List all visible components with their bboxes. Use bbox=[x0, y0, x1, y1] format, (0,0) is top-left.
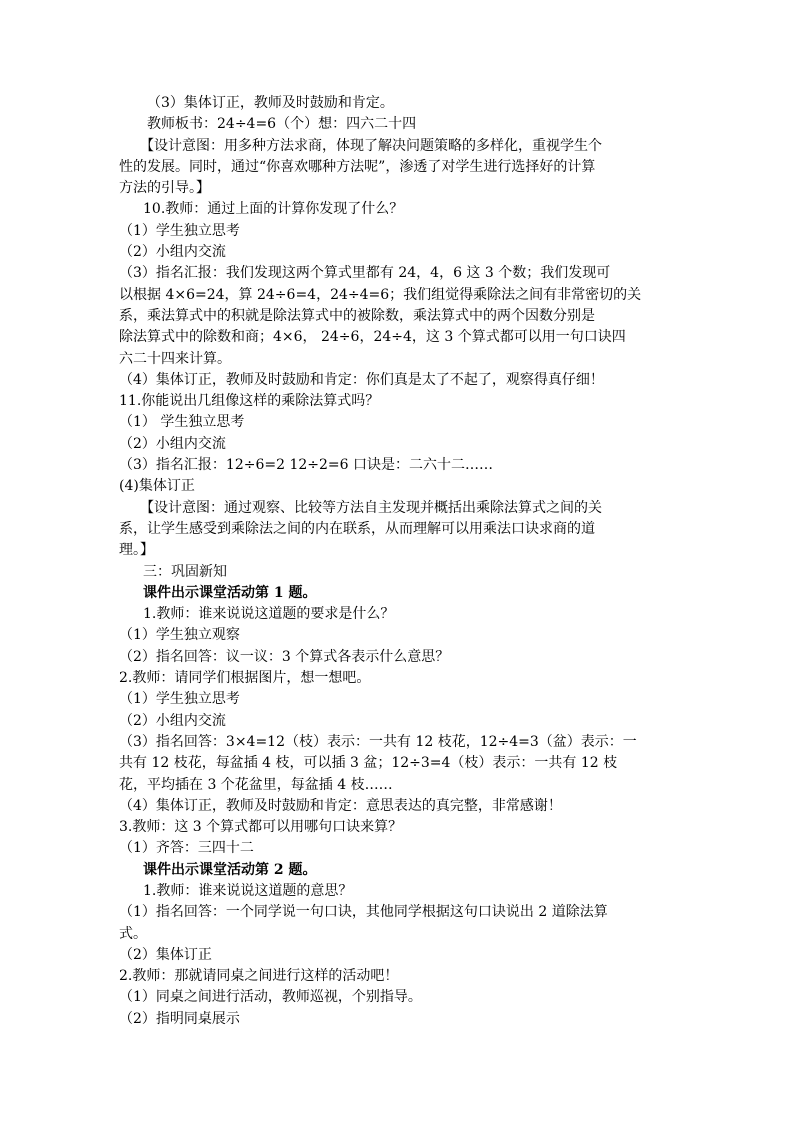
text-line: 10.教师：通过上面的计算你发现了什么？ bbox=[143, 201, 404, 218]
text-line: （1）学生独立观察 bbox=[119, 627, 240, 644]
text-line: 1.教师：谁来说说这道题的要求是什么？ bbox=[143, 606, 395, 623]
text-line: 11.你能说出几组像这样的乘除法算式吗？ bbox=[119, 393, 380, 410]
text-line: 式。 bbox=[119, 925, 147, 942]
text-line: （3）指名汇报：12÷6=2 12÷2=6 口诀是：二六十二…… bbox=[119, 457, 493, 474]
text-line: （1） 学生独立思考 bbox=[119, 414, 245, 431]
text-line: 六二十四来计算。 bbox=[119, 350, 231, 367]
text-line: （1）学生独立思考 bbox=[119, 691, 240, 708]
text-line: 三：巩固新知 bbox=[143, 563, 227, 580]
document-body bbox=[119, 93, 675, 1030]
text-line: （3）指名汇报：我们发现这两个算式里都有 24，4，6 这 3 个数；我们发现可 bbox=[119, 265, 611, 282]
text-line: 1.教师：谁来说说这道题的意思？ bbox=[143, 882, 353, 899]
text-line: 系，乘法算式中的积就是除法算式中的被除数，乘法算式中的两个因数分别是 bbox=[119, 307, 595, 324]
text-line: 花，平均插在 3 个花盆里，每盆插 4 枝…… bbox=[119, 776, 393, 793]
text-line: 方法的引导。】 bbox=[119, 180, 210, 197]
text-line: （2）指名回答：议一议：3 个算式各表示什么意思？ bbox=[119, 648, 450, 665]
text-line: （3）集体订正，教师及时鼓励和肯定。 bbox=[147, 95, 394, 111]
text-line: （4）集体订正，教师及时鼓励和肯定：意思表达的真完整，非常感谢！ bbox=[119, 797, 562, 814]
text-line: 教师板书：24÷4=6（个）想：四六二十四 bbox=[147, 116, 417, 133]
text-line: 性的发展。同时，通过“你喜欢哪种方法呢”，渗透了对学生进行选择好的计算 bbox=[119, 158, 596, 175]
text-line: 3.教师：这 3 个算式都可以用哪句口诀来算？ bbox=[119, 819, 403, 836]
text-line: （4）集体订正，教师及时鼓励和肯定：你们真是太了不起了，观察得真仔细！ bbox=[119, 371, 604, 388]
text-line: 【设计意图：通过观察、比较等方法自主发现并概括出乘除法算式之间的关 bbox=[140, 499, 602, 516]
text-line: 理。】 bbox=[119, 542, 154, 559]
text-line: （3）指名回答：3×4=12（枝）表示：一共有 12 枝花，12÷4=3（盆）表示：一 bbox=[119, 733, 637, 750]
text-line: 以根据 4×6=24，算 24÷6=4，24÷4=6；我们组觉得乘除法之间有非常密切的关 bbox=[119, 286, 642, 303]
text-line: 除法算式中的除数和商；4×6， 24÷6，24÷4，这 3 个算式都可以用一句口诀四 bbox=[119, 329, 626, 346]
text-line: 系，让学生感受到乘除法之间的内在联系，从而理解可以用乘法口诀求商的道 bbox=[119, 520, 595, 537]
section-heading: 课件出示课堂活动第 1 题。 bbox=[143, 584, 317, 601]
text-line: 2.教师：那就请同桌之间进行这样的活动吧！ bbox=[119, 968, 399, 985]
text-line: （2）指明同桌展示 bbox=[119, 1010, 240, 1027]
text-line: （1）同桌之间进行活动，教师巡视，个别指导。 bbox=[119, 989, 422, 1006]
text-line: （2）小组内交流 bbox=[119, 244, 226, 261]
text-line: （1）齐答：三四十二 bbox=[119, 840, 254, 857]
text-line: 2.教师：请同学们根据图片，想一想吧。 bbox=[119, 670, 371, 687]
text-line: （2）小组内交流 bbox=[119, 435, 226, 452]
text-line: (4)集体订正 bbox=[119, 478, 195, 495]
text-line: （1）指名回答：一个同学说一句口诀，其他同学根据这句口诀说出 2 道除法算 bbox=[119, 904, 608, 921]
text-line: 共有 12 枝花，每盆插 4 枝，可以插 3 盆；12÷3=4（枝）表示：一共有 12 枝 bbox=[119, 755, 618, 772]
text-line: （2）小组内交流 bbox=[119, 712, 226, 729]
text-line: （1）学生独立思考 bbox=[119, 222, 240, 239]
text-line: （2）集体订正 bbox=[119, 946, 212, 963]
section-heading: 课件出示课堂活动第 2 题。 bbox=[143, 861, 317, 878]
text-line: 【设计意图：用多种方法求商，体现了解决问题策略的多样化，重视学生个 bbox=[140, 137, 602, 154]
